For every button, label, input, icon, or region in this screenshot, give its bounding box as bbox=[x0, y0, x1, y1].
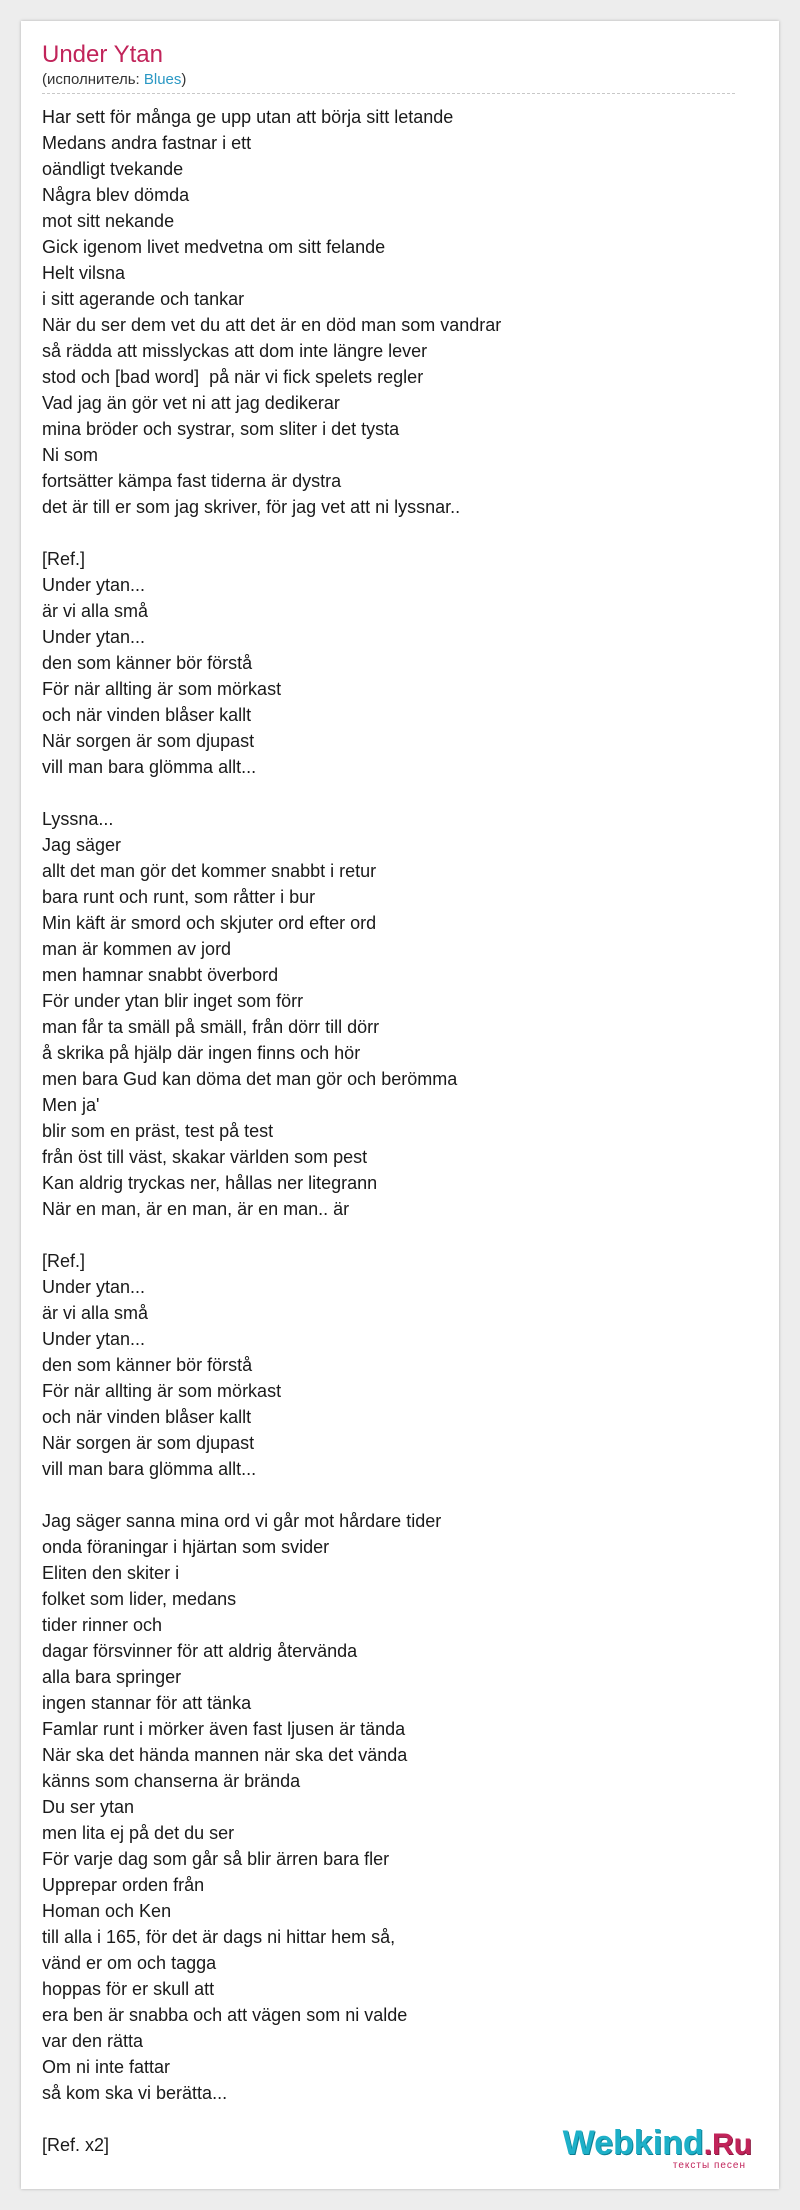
lyric-line: När sorgen är som djupast bbox=[42, 1433, 255, 1453]
lyrics-body bbox=[42, 104, 742, 2158]
lyric-line: era ben är snabba och att vägen som ni valde bbox=[42, 2005, 408, 2025]
lyric-line: När sorgen är som djupast bbox=[42, 731, 255, 751]
lyric-line: Under ytan... bbox=[42, 627, 146, 647]
lyric-line: allt det man gör det kommer snabbt i retur bbox=[42, 861, 377, 881]
blank-line bbox=[42, 520, 742, 546]
logo-tagline: тексты песен bbox=[672, 2160, 746, 2171]
lyric-line: Medans andra fastnar i ett bbox=[42, 133, 252, 153]
lyric-line: folket som lider, medans bbox=[42, 1589, 237, 1609]
artist-link[interactable]: Blues bbox=[143, 71, 182, 88]
lyric-line: men lita ej på det du ser bbox=[42, 1823, 235, 1843]
lyric-line: hoppas för er skull att bbox=[42, 1979, 215, 1999]
lyric-line: Famlar runt i mörker även fast ljusen är tända bbox=[42, 1719, 406, 1739]
lyric-line: från öst till väst, skakar världen som pest bbox=[42, 1147, 368, 1167]
lyric-line: [Ref.] bbox=[42, 549, 86, 569]
lyric-line: Du ser ytan bbox=[42, 1797, 135, 1817]
lyric-line: onda föraningar i hjärtan som svider bbox=[42, 1537, 330, 1557]
lyric-line: Har sett för många ge upp utan att börja sitt letande bbox=[42, 107, 454, 127]
lyric-line: När en man, är en man, är en man.. är bbox=[42, 1199, 350, 1219]
blank-line bbox=[42, 1222, 742, 1248]
lyric-line: Under ytan... bbox=[42, 1329, 146, 1349]
lyric-line: När du ser dem vet du att det är en död man som vandrar bbox=[42, 315, 502, 335]
lyric-line: Helt vilsna bbox=[42, 263, 126, 283]
lyric-line: För när allting är som mörkast bbox=[42, 1381, 282, 1401]
logo-tld: .Ru bbox=[703, 2128, 752, 2161]
lyric-line: den som känner bör förstå bbox=[42, 653, 253, 673]
lyric-line: mina bröder och systrar, som sliter i det tysta bbox=[42, 419, 400, 439]
lyric-line: så kom ska vi berätta... bbox=[42, 2083, 228, 2103]
lyric-line: Gick igenom livet medvetna om sitt felande bbox=[42, 237, 386, 257]
artist-line bbox=[42, 71, 186, 88]
lyric-line: Under ytan... bbox=[42, 575, 146, 595]
lyric-line: Jag säger sanna mina ord vi går mot hårdare tider bbox=[42, 1511, 442, 1531]
artist-suffix: ) bbox=[181, 71, 187, 88]
lyric-line: Ni som bbox=[42, 445, 99, 465]
lyric-line: Lyssna... bbox=[42, 809, 114, 829]
lyric-line: vänd er om och tagga bbox=[42, 1953, 217, 1973]
lyric-line: man är kommen av jord bbox=[42, 939, 232, 959]
lyric-line: Min käft är smord och skjuter ord efter ord bbox=[42, 913, 377, 933]
lyric-line: Men ja' bbox=[42, 1095, 100, 1115]
lyric-line: till alla i 165, för det är dags ni hittar hem så, bbox=[42, 1927, 396, 1947]
lyric-line: är vi alla små bbox=[42, 601, 149, 621]
lyric-line: Upprepar orden från bbox=[42, 1875, 205, 1895]
lyric-line: [Ref.] bbox=[42, 1251, 86, 1271]
logo-name: Webkind bbox=[562, 2124, 704, 2162]
lyric-line: [Ref. x2] bbox=[42, 2135, 110, 2155]
lyric-line: Kan aldrig tryckas ner, hållas ner litegrann bbox=[42, 1173, 378, 1193]
lyric-line: bara runt och runt, som råtter i bur bbox=[42, 887, 316, 907]
lyric-line: i sitt agerande och tankar bbox=[42, 289, 245, 309]
lyric-line: och när vinden blåser kallt bbox=[42, 705, 252, 725]
lyric-line: ingen stannar för att tänka bbox=[42, 1693, 252, 1713]
blank-line bbox=[42, 780, 742, 806]
lyric-line: För varje dag som går så blir ärren bara fler bbox=[42, 1849, 390, 1869]
lyric-line: det är till er som jag skriver, för jag vet att ni lyssnar.. bbox=[42, 497, 461, 517]
lyric-line: känns som chanserna är brända bbox=[42, 1771, 301, 1791]
lyric-line: fortsätter kämpa fast tiderna är dystra bbox=[42, 471, 342, 491]
blank-line bbox=[42, 1482, 742, 1508]
lyric-line: mot sitt nekande bbox=[42, 211, 175, 231]
lyric-line: blir som en präst, test på test bbox=[42, 1121, 274, 1141]
lyric-line: dagar försvinner för att aldrig återvända bbox=[42, 1641, 358, 1661]
lyric-line: Homan och Ken bbox=[42, 1901, 172, 1921]
lyric-line: den som känner bör förstå bbox=[42, 1355, 253, 1375]
divider bbox=[42, 93, 735, 94]
lyric-line: är vi alla små bbox=[42, 1303, 149, 1323]
lyric-line: stod och [bad word] på när vi fick spelets regler bbox=[42, 367, 424, 387]
artist-prefix: (исполнитель: bbox=[42, 71, 144, 88]
lyric-line: alla bara springer bbox=[42, 1667, 182, 1687]
lyric-line: vill man bara glömma allt... bbox=[42, 757, 257, 777]
lyric-line: man får ta smäll på smäll, från dörr till dörr bbox=[42, 1017, 380, 1037]
song-title: Under Ytan bbox=[42, 41, 163, 68]
lyric-line: När ska det hända mannen när ska det vända bbox=[42, 1745, 408, 1765]
lyric-line: Eliten den skiter i bbox=[42, 1563, 180, 1583]
lyrics-card bbox=[21, 21, 779, 2189]
lyric-line: Om ni inte fattar bbox=[42, 2057, 171, 2077]
lyric-line: men hamnar snabbt överbord bbox=[42, 965, 279, 985]
lyric-line: och när vinden blåser kallt bbox=[42, 1407, 252, 1427]
lyric-line: så rädda att misslyckas att dom inte längre lever bbox=[42, 341, 428, 361]
lyric-line: Vad jag än gör vet ni att jag dedikerar bbox=[42, 393, 340, 413]
site-logo[interactable] bbox=[563, 2126, 752, 2171]
lyric-line: tider rinner och bbox=[42, 1615, 163, 1635]
lyric-line: var den rätta bbox=[42, 2031, 144, 2051]
lyric-line: För under ytan blir inget som förr bbox=[42, 991, 304, 1011]
lyric-line: å skrika på hjälp där ingen finns och hör bbox=[42, 1043, 361, 1063]
lyric-line: Jag säger bbox=[42, 835, 122, 855]
lyric-line: För när allting är som mörkast bbox=[42, 679, 282, 699]
lyric-line: oändligt tvekande bbox=[42, 159, 184, 179]
lyric-line: Några blev dömda bbox=[42, 185, 190, 205]
lyric-line: Under ytan... bbox=[42, 1277, 146, 1297]
lyric-line: vill man bara glömma allt... bbox=[42, 1459, 257, 1479]
lyric-line: men bara Gud kan döma det man gör och berömma bbox=[42, 1069, 458, 1089]
